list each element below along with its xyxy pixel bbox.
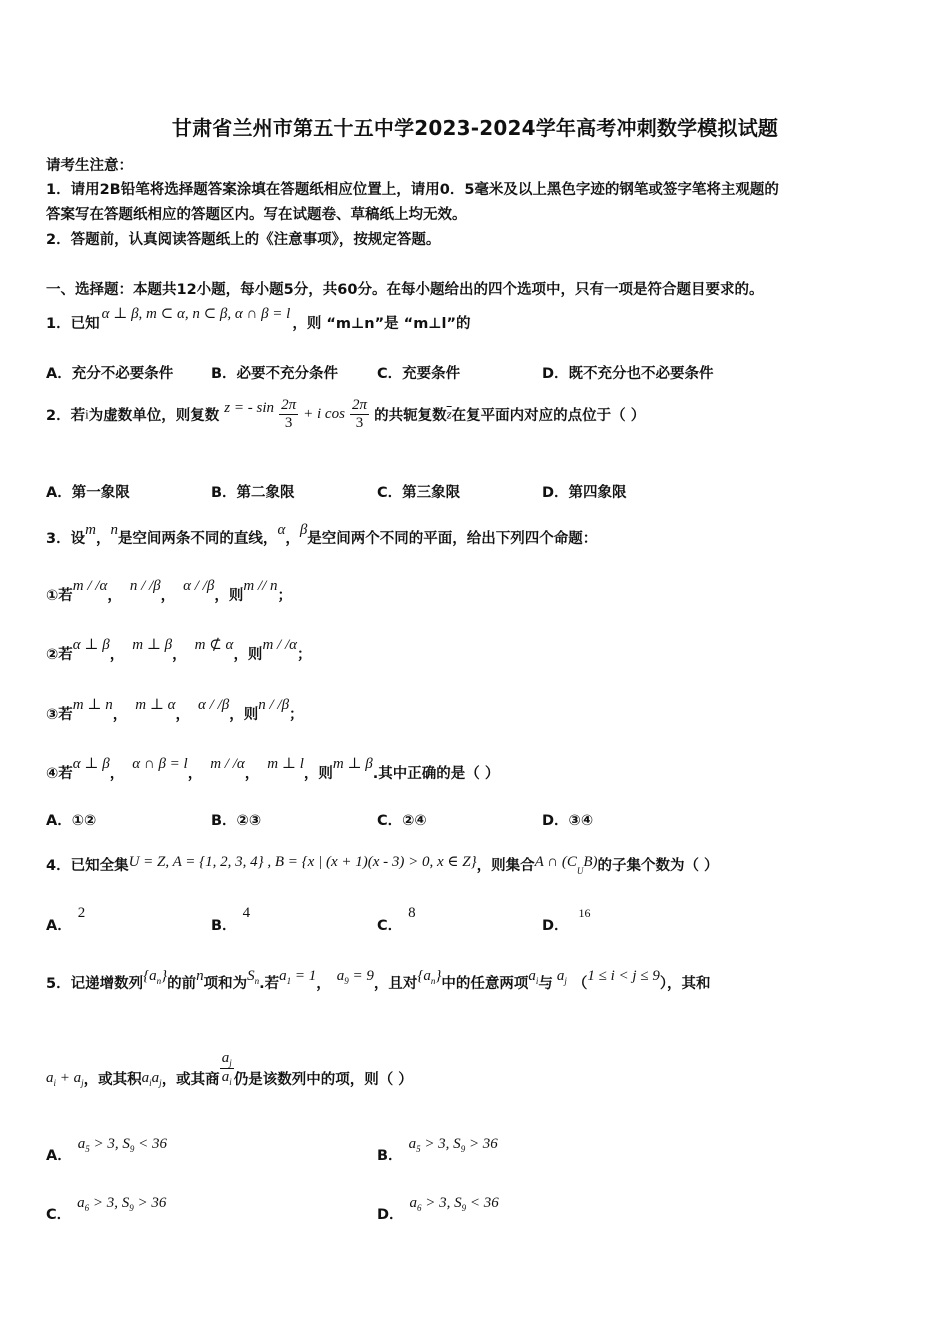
q5-c-ssub: 9	[129, 1203, 134, 1213]
q5-prefix: 5．记递增数列	[46, 976, 144, 992]
q3-mid-1: 是空间两条不同的直线，	[117, 531, 278, 547]
q3-proposition-3: ③若m ⊥ n，m ⊥ α，α / /β，则n / /β；	[46, 697, 304, 723]
p4-end: .其中正确的是（ ）	[372, 766, 500, 782]
q3-comma-1: ，	[95, 531, 111, 547]
q2-plus: + i cos	[303, 406, 345, 422]
q4-c-value: 8	[408, 905, 416, 921]
q5-a9sub: 9	[344, 976, 349, 986]
q4-option-c[interactable]	[377, 905, 416, 935]
q5-d-label: D．	[377, 1207, 404, 1223]
q5-b-a: a	[408, 1136, 417, 1152]
q5-isub: i	[535, 976, 539, 986]
q5-option-b[interactable]	[377, 1136, 498, 1166]
q5-c-sub: 6	[84, 1203, 90, 1213]
q4-b-value: 4	[242, 905, 251, 921]
q3-option-c[interactable]: C．②④	[377, 813, 427, 829]
q4-mid: ，则集合	[476, 858, 535, 874]
p4-b: α ∩ β = l	[132, 756, 188, 772]
q1-option-d[interactable]: D．既不充分也不必要条件	[542, 366, 714, 382]
q5-paren-close: ），其和	[659, 976, 711, 992]
q5-a-sub: 5	[85, 1144, 90, 1154]
q4-suffix: 的子集个数为（ ）	[597, 858, 719, 874]
q1-option-c[interactable]: C．充要条件	[377, 366, 461, 382]
question-3	[46, 522, 598, 548]
q5-jsub: j	[564, 976, 567, 986]
q4-prefix: 4．已知全集	[46, 858, 129, 874]
p1-a: m / /α	[72, 578, 108, 594]
q5-t8: 仍是该数列中的项，则（ ）	[233, 1072, 413, 1088]
q5-t2: 项和为	[203, 976, 248, 992]
notice-line-2: 2．答题前，认真阅读答题纸上的《注意事项》，按规定答题。	[46, 232, 441, 248]
q5-d-sub: 6	[417, 1203, 422, 1213]
q2-mid: 为虚数单位，则复数	[88, 408, 220, 424]
q5-t5: 中的任意两项	[441, 976, 529, 992]
q4-c-label: C．	[377, 918, 403, 934]
q5-c-rest: > 3, S	[89, 1195, 130, 1211]
p2-then: ，则	[233, 647, 263, 663]
q5-a-label: A．	[46, 1148, 72, 1164]
q5-d-a: a	[409, 1195, 418, 1211]
q2-option-d[interactable]: D．第四象限	[542, 485, 627, 501]
q5-option-a[interactable]	[46, 1136, 167, 1166]
question-5: 5．记递增数列$\{a_n\}$的前n项和为$S_n$.若$a_1 = 1$， $a_9 = 9$，且对$\{a_n\}$中的任意两项$a_i$与 $a_j$ （1 ≤ i < j ≤ 9），其和	[46, 968, 711, 992]
q5-t6: ，或其积	[83, 1072, 142, 1088]
q5-ai: a	[528, 968, 536, 984]
p1-label: ①若	[46, 588, 73, 604]
q3-comma-2: ，	[285, 531, 300, 547]
q5-b-sub: 5	[416, 1144, 421, 1154]
p4-then: ，则	[303, 766, 333, 782]
q1-option-a[interactable]: A．充分不必要条件	[46, 366, 174, 382]
p2-a: α ⊥ β	[72, 637, 110, 653]
q3-option-d[interactable]: D．③④	[542, 813, 594, 829]
q5-d-ssub: 9	[461, 1203, 467, 1213]
p1-then: ，则	[214, 588, 244, 604]
q2-frac2-num: 2π	[352, 397, 368, 413]
q5-b-tail: > 36	[465, 1136, 498, 1152]
q3-proposition-1: ①若m / /α，n / /β，α / /β，则m // n；	[46, 578, 292, 604]
q4-a-label: A．	[46, 918, 72, 934]
q2-zbar: $\overline{z}$	[446, 406, 452, 422]
q2-frac2-den: 3	[355, 415, 364, 431]
q5-a9: a	[336, 968, 345, 984]
q5-b-rest: > 3, S	[420, 1136, 461, 1152]
q3-prefix: 3．设	[46, 531, 86, 547]
notice-heading: 请考生注意：	[46, 158, 133, 174]
p3-b: m ⊥ α	[135, 697, 176, 713]
notice-line-1: 1．请用2B铅笔将选择题答案涂填在答题纸相应位置上，请用0．5毫米及以上黑色字迹的钢笔或签字笔将主观题的	[46, 182, 779, 198]
notice-line-1b: 答案写在答题纸相应的答题区内。写在试题卷、草稿纸上均无效。	[46, 207, 467, 223]
q5-option-d[interactable]	[377, 1195, 499, 1225]
question-2	[46, 397, 645, 432]
q3-n: n	[110, 522, 118, 538]
p3-a: m ⊥ n	[72, 697, 113, 713]
q4-sub: U	[576, 865, 584, 876]
q5-t1: 的前	[167, 976, 197, 992]
p1-c: α / /β	[183, 578, 215, 594]
q5-seqend: }	[161, 968, 168, 984]
section-heading: 一、选择题：本题共12小题，每小题5分，共60分。在每小题给出的四个选项中，只有一项是符合题目要求的。	[46, 282, 764, 298]
q5-option-c[interactable]	[46, 1195, 167, 1225]
p4-label: ④若	[46, 766, 73, 782]
p2-c: m ⊄ α	[194, 637, 234, 653]
q3-option-b[interactable]: B．②③	[211, 813, 262, 829]
p4-a: α ⊥ β	[72, 756, 110, 772]
q2-option-b[interactable]: B．第二象限	[211, 485, 295, 501]
q4-option-d[interactable]	[542, 906, 591, 935]
q4-expr2: B)	[583, 854, 598, 870]
q5-S: S	[247, 968, 255, 984]
q5-a9val: = 9	[348, 968, 374, 984]
q5-paren-open: （	[572, 976, 588, 992]
p3-c: α / /β	[198, 697, 230, 713]
q2-frac1-num: 2π	[281, 397, 297, 413]
q3-proposition-2: ②若α ⊥ β，m ⊥ β，m ⊄ α，则m / /α；	[46, 637, 312, 663]
q2-suffix-2: 在复平面内对应的点位于（ ）	[451, 408, 646, 424]
q5-a1: a	[279, 968, 287, 984]
q5-b-ssub: 9	[460, 1144, 466, 1154]
q5-c-tail: > 36	[133, 1195, 167, 1211]
q5-n: n	[196, 968, 204, 984]
q5-seqsub: n	[156, 976, 162, 986]
q5-b-label: B．	[377, 1148, 403, 1164]
q1-option-b[interactable]: B．必要不充分条件	[211, 366, 339, 382]
q3-option-a[interactable]: A．①②	[46, 813, 97, 829]
q5-d-rest: > 3, S	[421, 1195, 462, 1211]
q3-alpha: α	[277, 522, 286, 538]
p2-end: ；	[296, 647, 312, 663]
q2-option-c[interactable]: C．第三象限	[377, 485, 461, 501]
p4-d: m ⊥ l	[267, 756, 304, 772]
p2-label: ②若	[46, 647, 73, 663]
q2-suffix-1: 的共轭复数	[374, 408, 447, 424]
q5-cond: 1 ≤ i < j ≤ 9	[587, 968, 660, 984]
q2-z: z = - sin	[224, 400, 274, 416]
p2-b: m ⊥ β	[132, 637, 173, 653]
q3-proposition-4: ④若α ⊥ β，α ∩ β = l，m / /α，m ⊥ l，则m ⊥ β.其中正确的是（ ）	[46, 756, 500, 782]
q5-comma: ，	[316, 976, 331, 992]
q4-expr: A ∩ (C	[534, 854, 577, 870]
q2-fraction-1	[279, 397, 298, 432]
q5-t3: .若	[259, 976, 280, 992]
q3-beta: β	[299, 522, 308, 538]
p3-r: n / /β	[258, 697, 290, 713]
p3-label: ③若	[46, 707, 73, 723]
q5-a1sub: 1	[286, 976, 292, 986]
q2-prefix: 2．若	[46, 408, 86, 424]
q1-math: α ⊥ β, m ⊂ α, n ⊂ β, α ∩ β = l	[101, 306, 291, 322]
p2-r: m / /α	[262, 637, 297, 653]
q5-a-ssub: 9	[129, 1144, 135, 1154]
question-1	[46, 306, 471, 333]
q5-c-a: a	[77, 1195, 85, 1211]
q4-math: U = Z, A = {1, 2, 3, 4} , B = {x | (x + 1)(x - 3) > 0, x ∈ Z}	[128, 854, 477, 870]
q4-option-b[interactable]	[211, 905, 251, 935]
q5-a1val: = 1	[291, 968, 317, 984]
p3-then: ，则	[229, 707, 259, 723]
p1-r: m // n	[243, 578, 278, 594]
q5-Ssub: n	[254, 976, 260, 986]
q3-mid-2: 是空间两个不同的平面，给出下列四个命题：	[307, 531, 598, 547]
q2-fraction-2	[350, 397, 369, 432]
q4-d-value: 16	[578, 906, 591, 920]
q5-a-tail: < 36	[134, 1136, 167, 1152]
q4-a-value: 2	[77, 905, 86, 921]
question-4	[46, 854, 719, 876]
q5-quotient: $\frac{a_j}{a_i}$	[221, 1050, 232, 1087]
p4-r: m ⊥ β	[332, 756, 373, 772]
page-title: 甘肃省兰州市第五十五中学2023-2024学年高考冲刺数学模拟试题	[171, 116, 779, 140]
q2-option-a[interactable]: A．第一象限	[46, 485, 130, 501]
q4-d-label: D．	[542, 918, 569, 934]
q4-option-a[interactable]	[46, 905, 86, 935]
p1-end: ；	[277, 588, 292, 604]
p1-b: n / /β	[129, 578, 161, 594]
q5-a-a: a	[77, 1136, 86, 1152]
q5-yu: 与	[538, 976, 553, 992]
q5-seq: {a	[143, 968, 157, 984]
q5-d-tail: < 36	[466, 1195, 499, 1211]
q4-b-label: B．	[211, 918, 237, 934]
q5-c-label: C．	[46, 1207, 72, 1223]
q5-t7: ，或其商	[161, 1072, 220, 1088]
q3-m: m	[85, 522, 96, 538]
question-5-line-2: $a_i + a_j$，或其积$a_ia_j$，或其商 $\frac{a_j}{a_i}$ 仍是该数列中的项，则（ ）	[46, 1050, 413, 1088]
q2-frac1-den: 3	[284, 415, 293, 431]
q5-t4: ，且对	[373, 976, 418, 992]
q1-prefix: 1．已知	[46, 316, 100, 332]
p3-end: ；	[289, 707, 304, 723]
q1-suffix: ，则 “m⊥n”是 “m⊥l”的	[292, 316, 471, 332]
p4-c: m / /α	[210, 756, 245, 772]
q5-a-rest: > 3, S	[89, 1136, 130, 1152]
q5-aj: a	[556, 968, 565, 984]
q2-i: i	[85, 406, 89, 422]
